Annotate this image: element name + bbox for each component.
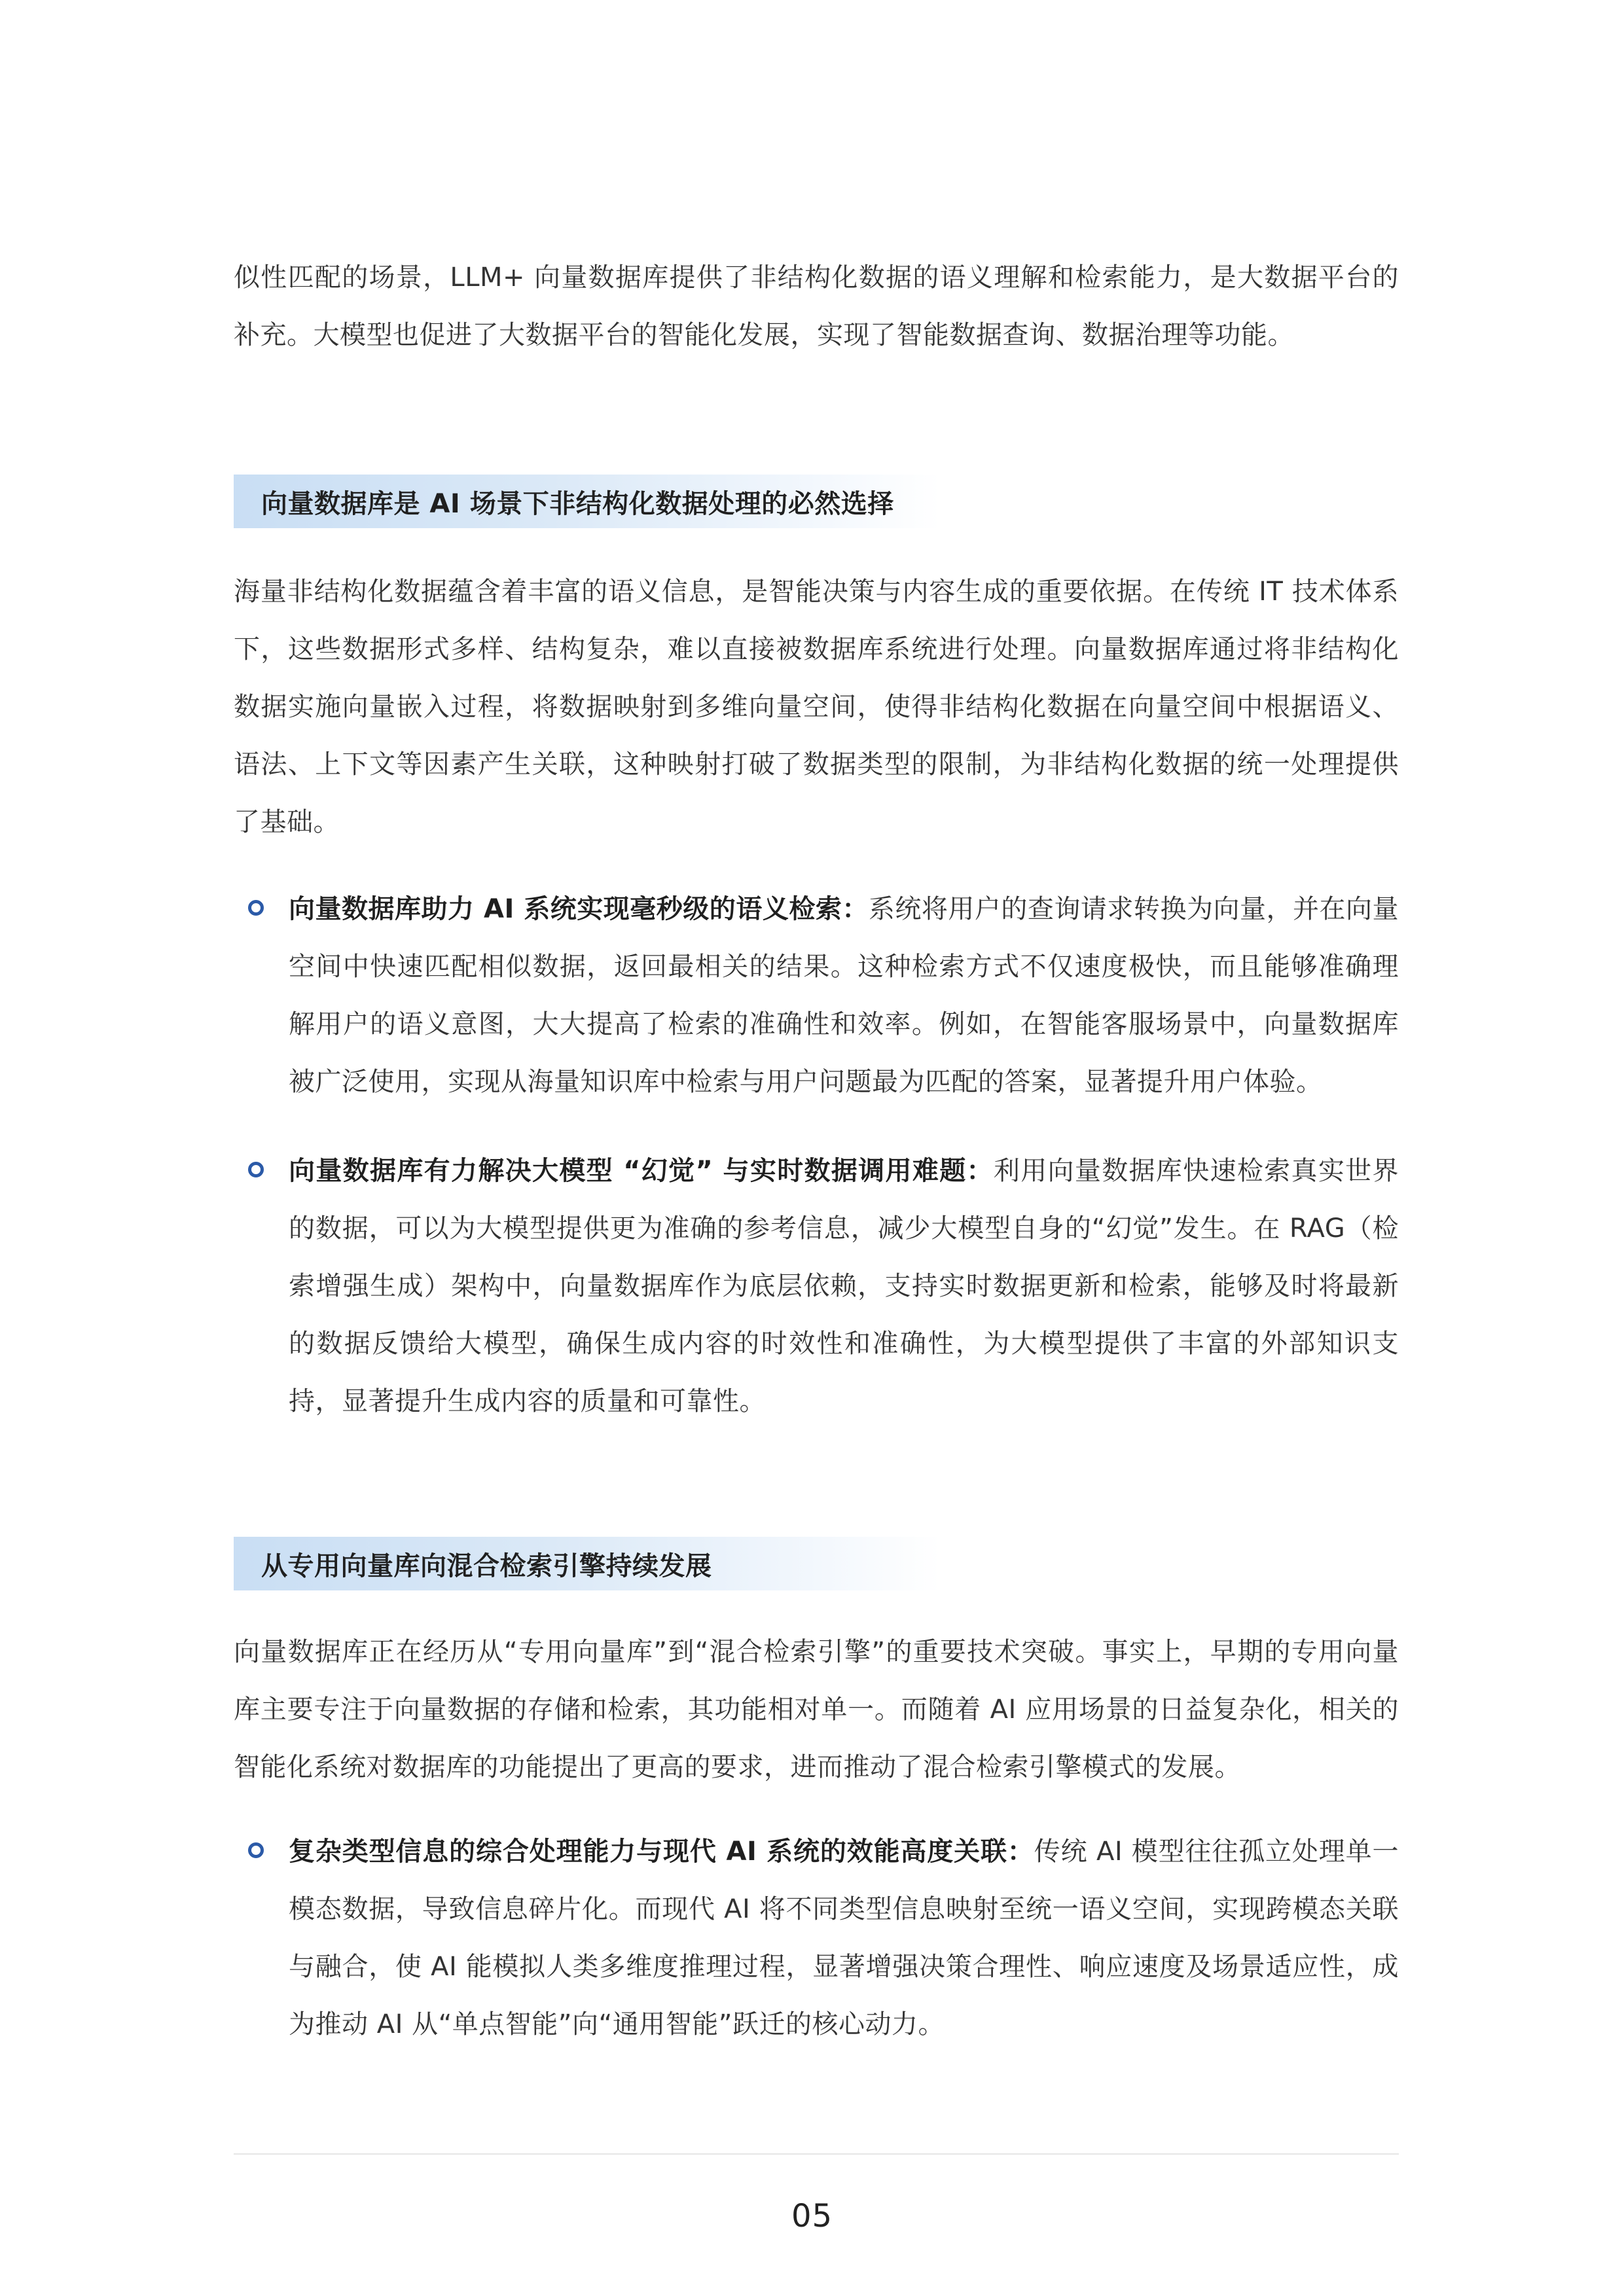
bullet-item — [234, 880, 1399, 1111]
section2-paragraph: 向量数据库正在经历从“专用向量库”到“混合检索引擎”的重要技术突破。事实上，早期的专用向量库主要专注于向量数据的存储和检索，其功能相对单一。而随着 AI 应用场景的日益复杂化，相关的智能化系统对数据库的功能提出了更高的要求，进而推动了混合检索引擎模式的发展。 — [234, 1637, 1399, 1782]
section-heading-text: 从专用向量库向混合检索引擎持续发展 — [261, 1551, 712, 1581]
bullet-term: 向量数据库助力 AI 系统实现毫秒级的语义检索： — [289, 894, 869, 924]
bullet-circle-icon — [248, 900, 264, 916]
bullet-term: 向量数据库有力解决大模型 “幻觉” 与实时数据调用难题： — [289, 1156, 994, 1186]
bullet-text: 传统 AI 模型往往孤立处理单一模态数据，导致信息碎片化。而现代 AI 将不同类型信息映射至统一语义空间，实现跨模态关联与融合，使 AI 能模拟人类多维度推理过程，显著增强决策合理性、响应速度及场景适应性，成为推动 AI 从“单点智能”向“通用智能”跃迁的核心动力。 — [289, 1837, 1399, 2039]
intro-paragraph: 似性匹配的场景，LLM+ 向量数据库提供了非结构化数据的语义理解和检索能力，是大数据平台的补充。大模型也促进了大数据平台的智能化发展，实现了智能数据查询、数据治理等功能。 — [234, 262, 1399, 350]
bullet-term: 复杂类型信息的综合处理能力与现代 AI 系统的效能高度关联： — [289, 1837, 1034, 1867]
bullet-item — [234, 1823, 1399, 2053]
bullet-circle-icon — [248, 1842, 264, 1858]
section-heading-text: 向量数据库是 AI 场景下非结构化数据处理的必然选择 — [261, 488, 894, 519]
bullet-paragraph — [289, 1142, 1399, 1430]
bullet-circle-icon — [248, 1162, 264, 1177]
footer-divider — [234, 2153, 1399, 2155]
bullet-paragraph — [289, 1823, 1399, 2053]
bullet-paragraph — [289, 880, 1399, 1111]
section-heading-hybrid-search — [234, 1537, 941, 1590]
page-number: 05 — [791, 2198, 833, 2234]
bullet-text: 系统将用户的查询请求转换为向量，并在向量空间中快速匹配相似数据，返回最相关的结果。这种检索方式不仅速度极快，而且能够准确理解用户的语义意图，大大提高了检索的准确性和效率。例如，在智能客服场景中，向量数据库被广泛使用，实现从海量知识库中检索与用户问题最为匹配的答案，显著提升用户体验。 — [289, 894, 1399, 1097]
section1-paragraph: 海量非结构化数据蕴含着丰富的语义信息，是智能决策与内容生成的重要依据。在传统 IT 技术体系下，这些数据形式多样、结构复杂，难以直接被数据库系统进行处理。向量数据库通过将非结构化数据实施向量嵌入过程，将数据映射到多维向量空间，使得非结构化数据在向量空间中根据语义、语法、上下文等因素产生关联，这种映射打破了数据类型的限制，为非结构化数据的统一处理提供了基础。 — [234, 577, 1399, 837]
bullet-text: 利用向量数据库快速检索真实世界的数据，可以为大模型提供更为准确的参考信息，减少大模型自身的“幻觉”发生。在 RAG（检索增强生成）架构中，向量数据库作为底层依赖，支持实时数据更新和检索，能够及时将最新的数据反馈给大模型，确保生成内容的时效性和准确性，为大模型提供了丰富的外部知识支持，显著提升生成内容的质量和可靠性。 — [289, 1156, 1399, 1416]
section-heading-vector-db — [234, 475, 941, 528]
bullet-item — [234, 1142, 1399, 1430]
